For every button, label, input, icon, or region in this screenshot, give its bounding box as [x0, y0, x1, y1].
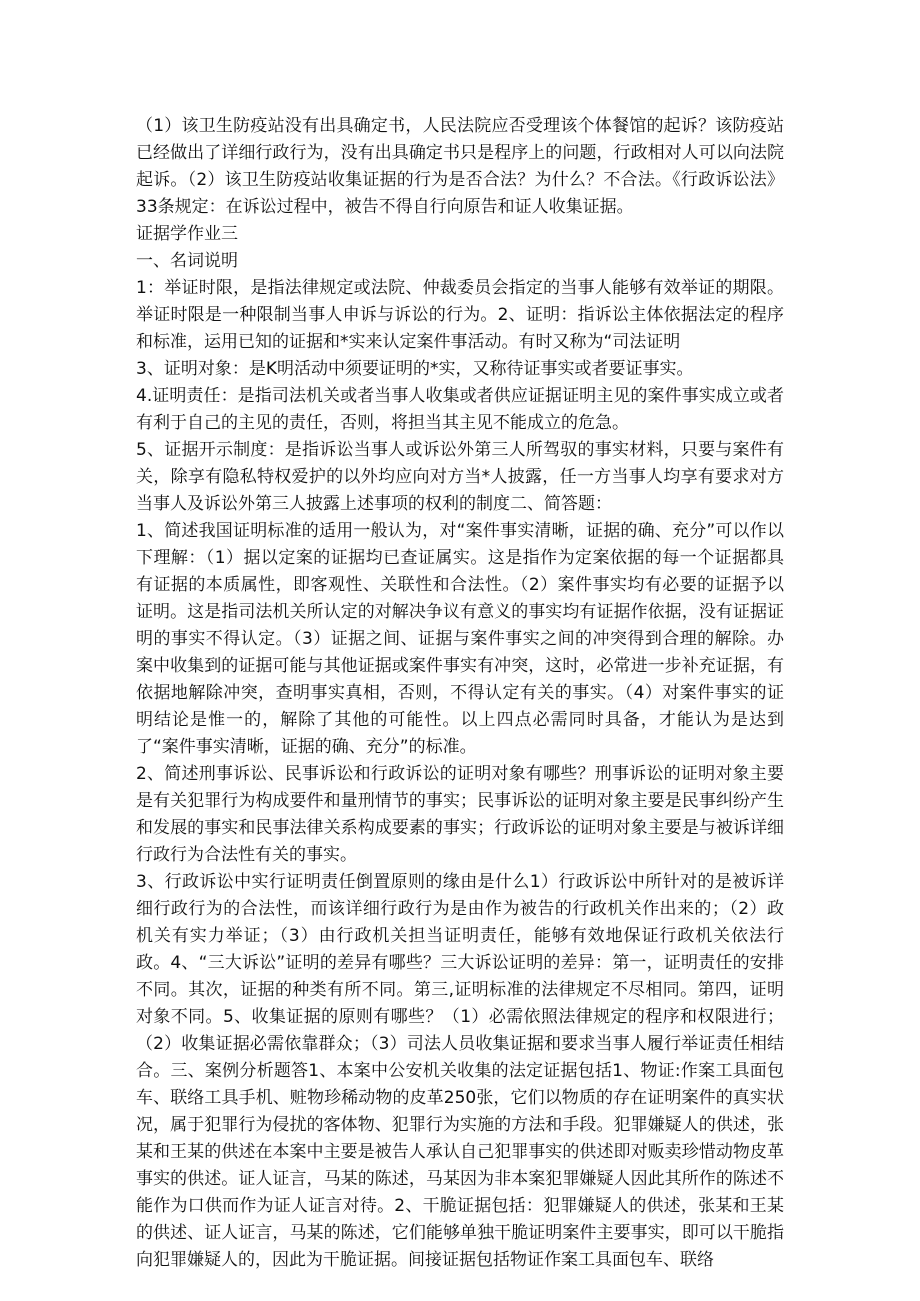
heading-section-one: 一、名词说明 — [136, 251, 238, 271]
paragraph-case-answer: （1）该卫生防疫站没有出具确定书，人民法院应否受理该个体餐馆的起诉？该防疫站已经做出了详细行政行为，没有出具确定书只是程序上的问题，行政相对人可以向法院起诉。（2）该卫生防疫站收集证据的行为是否合法？为什么？不合法。《行政诉讼法》33条规定：在诉讼过程中，被告不得自行向原告和证人收集证据。 — [136, 116, 784, 217]
paragraph-question-2: 2、简述刑事诉讼、民事诉讼和行政诉讼的证明对象有哪些？刑事诉讼的证明对象主要是有关犯罪行为构成要件和量刑情节的事实；民事诉讼的证明对象主要是民事纠纷产生和发展的事实和民事法律关系构成要素的事实；行政诉讼的证明对象主要是与被诉详细行政行为合法性有关的事实。 — [136, 764, 784, 865]
paragraph-term-5: 5、证据开示制度：是指诉讼当事人或诉讼外第三人所驾驭的事实材料，只要与案件有关，除享有隐私特权爱护的以外均应向对方当*人披露，任一方当事人均享有要求对方当事人及诉讼外第三人披露上述事项的权利的制度二、简答题： — [136, 440, 784, 514]
heading-assignment-title: 证据学作业三 — [136, 224, 238, 244]
paragraph-term-4: 4.证明责任：是指司法机关或者当事人收集或者供应证据证明主见的案件事实成立或者有利于自己的主见的责任，否则，将担当其主见不能成立的危急。 — [136, 386, 784, 433]
paragraph-question-1: 1、简述我国证明标准的适用一般认为，对“案件事实清晰，证据的确、充分”可以作以下理解：（1）据以定案的证据均已查证属实。这是指作为定案依据的每一个证据都具有证据的本质属性，即客观性、关联性和合法性。（2）案件事实均有必要的证据予以证明。这是指司法机关所认定的对解决争议有意义的事实均有证据作依据，没有证据证明的事实不得认定。（3）证据之间、证据与案件事实之间的冲突得到合理的解除。办案中收集到的证据可能与其他证据或案件事实有冲突，这时，必常进一步补充证据，有依据地解除冲突，查明事实真相，否则，不得认定有关的事实。（4）对案件事实的证明结论是惟一的，解除了其他的可能性。以上四点必需同时具备，才能认为是达到了“案件事实清晰，证据的确、充分”的标准。 — [136, 521, 784, 757]
paragraph-question-3-5-and-case: 3、行政诉讼中实行证明责任倒置原则的缘由是什么1）行政诉讼中所针对的是被诉详细行政行为的合法性，而该详细行政行为是由作为被告的行政机关作出来的；（2）政机关有实力举证；（3）由行政机关担当证明责任，能够有效地保证行政机关依法行政。4、“三大诉讼”证明的差异有哪些？三大诉讼证明的差异：第一，证明责任的安排不同。其次，证据的种类有所不同。第三,证明标准的法律规定不尽相同。第四，证明对象不同。5、收集证据的原则有哪些？（1）必需依照法律规定的程序和权限进行；（2）收集证据必需依靠群众；（3）司法人员收集证据和要求当事人履行举证责任相结合。三、案例分析题答1、本案中公安机关收集的法定证据包括1、物证:作案工具面包车、联络工具手机、赃物珍稀动物的皮革250张，它们以物质的存在证明案件的真实状况，属于犯罪行为侵扰的客体物、犯罪行为实施的方法和手段。犯罪嫌疑人的供述，张某和王某的供述在本案中主要是被告人承认自己犯罪事实的供述即对贩卖珍惜动物皮革事实的供述。证人证言，马某的陈述，马某因为非本案犯罪嫌疑人因此其所作的陈述不能作为口供而作为证人证言对待。2、干脆证据包括：犯罪嫌疑人的供述，张某和王某的供述、证人证言，马某的陈述，它们能够单独干脆证明案件主要事实，即可以干脆指向犯罪嫌疑人的，因此为干脆证据。间接证据包括物证作案工具面包车、联络 — [136, 872, 784, 1270]
paragraph-term-3: 3、证明对象：是K明活动中须要证明的*实，又称待证事实或者要证事实。 — [136, 359, 694, 379]
document-page — [136, 113, 784, 1274]
paragraph-term-1-2: 1：举证时限，是指法律规定或法院、仲裁委员会指定的当事人能够有效举证的期限。举证时限是一种限制当事人申诉与诉讼的行为。2、证明：指诉讼主体依据法定的程序和标准，运用已知的证据和*实来认定案件事活动。有时又称为“司法证明 — [136, 278, 784, 352]
